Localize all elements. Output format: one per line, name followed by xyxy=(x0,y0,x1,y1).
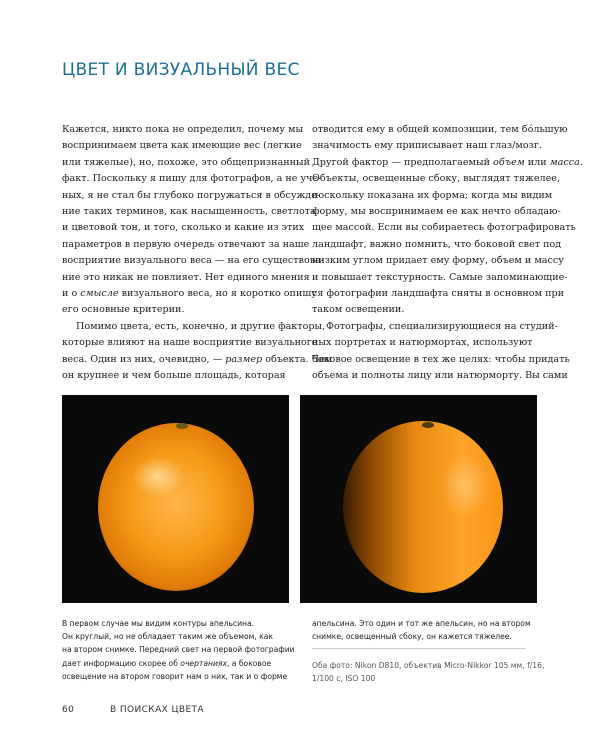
text-segment: и о xyxy=(62,288,81,300)
text-segment: веса. Один из них, очевидно, — xyxy=(62,353,226,365)
left-paragraph-2 xyxy=(62,319,333,385)
emphasis-text: очертаниях xyxy=(180,658,227,668)
left-column xyxy=(62,122,333,385)
right-column xyxy=(312,122,583,385)
orange-shape xyxy=(98,423,254,591)
caption-right xyxy=(312,617,537,643)
text-line: он крупнее и чем больше площадь, которая xyxy=(62,370,286,382)
orange-side-lit-image xyxy=(300,395,537,603)
text-line: ных портретах и натюрмортах, используют xyxy=(312,337,533,349)
text-line: таком освещении. xyxy=(312,304,405,316)
emphasis-text: объем xyxy=(493,156,525,168)
caption-line xyxy=(62,657,294,670)
caption-line: снимке, освещенный сбоку, он кажется тяжелее. xyxy=(312,632,512,642)
caption-line: В первом случае мы видим контуры апельсина. xyxy=(62,619,255,628)
caption-divider xyxy=(312,648,526,649)
text-line xyxy=(62,352,333,368)
text-line: его основные критерии. xyxy=(62,304,185,316)
text-line xyxy=(62,286,317,302)
text-line: Кажется, никто пока не определил, почему мы xyxy=(62,124,304,135)
text-line: восприятие визуального веса — на его существова- xyxy=(62,255,325,267)
text-line: низким углом придает ему форму, объем и массу xyxy=(312,255,564,267)
orange-photo-front-lit xyxy=(62,395,289,603)
left-paragraph-1 xyxy=(62,122,325,319)
orange-photo-side-lit xyxy=(300,395,537,603)
text-line: боковое освещение в тех же целях: чтобы придать xyxy=(312,353,570,365)
text-segment: , а боковое xyxy=(226,658,272,668)
photo-credit xyxy=(312,659,545,685)
page-number: 60 xyxy=(62,705,75,715)
right-paragraph-1 xyxy=(312,122,583,319)
text-line: которые влияют на наше восприятие визуального xyxy=(62,337,318,349)
text-segment: объекта. Чем xyxy=(262,353,333,365)
text-segment: Другой фактор — предполагаемый xyxy=(312,156,494,168)
text-line: воспринимаем цвета как имеющие вес (легкие xyxy=(62,140,302,152)
text-line: ние таких терминов, как насыщенность, светлота xyxy=(62,206,316,218)
text-line: поскольку показана их форма; когда мы видим xyxy=(312,189,553,201)
text-segment: . xyxy=(579,156,583,168)
text-line: Помимо цвета, есть, конечно, и другие факторы, xyxy=(76,320,326,332)
text-line: Фотографы, специализирующиеся на студий- xyxy=(326,320,558,332)
text-line xyxy=(312,155,583,171)
emphasis-text: размер xyxy=(225,353,263,365)
running-footer-section: В ПОИСКАХ ЦВЕТА xyxy=(110,705,204,715)
text-line: параметров в первую очередь отвечают за наше xyxy=(62,238,310,250)
credit-line: 1/100 с, ISO 100 xyxy=(312,674,376,684)
caption-line: Он круглый, но не обладает таким же объемом, как xyxy=(62,632,273,642)
text-line: ландшафт, важно помнить, что боковой свет под xyxy=(312,238,562,250)
text-segment: визуального веса, но я коротко опишу xyxy=(118,288,317,300)
right-paragraph-2 xyxy=(312,319,570,385)
text-line: значимость ему приписывает наш глаз/мозг. xyxy=(312,140,542,152)
text-line: факт. Поскольку я пишу для фотографов, а не уче- xyxy=(62,173,322,185)
text-segment: дает информацию скорее об xyxy=(62,658,181,668)
orange-front-lit-image xyxy=(62,395,289,603)
caption-line: апельсина. Это один и тот же апельсин, но на втором xyxy=(312,619,531,628)
text-line: объема и полноты лицу или натюрморту. Вы сами xyxy=(312,370,568,382)
text-segment: или xyxy=(524,156,550,168)
emphasis-text: смысле xyxy=(80,288,119,300)
caption-line: освещение на втором говорит нам о них, так и о форме xyxy=(62,671,288,681)
page-heading: ЦВЕТ И ВИЗУАЛЬНЫЙ ВЕС xyxy=(62,60,300,80)
text-line: форму, мы воспринимаем ее как нечто обладаю- xyxy=(312,206,561,218)
text-line: ных, я не стал бы глубоко погружаться в обсужде- xyxy=(62,189,321,201)
text-line: щее массой. Если вы собираетесь фотографировать xyxy=(312,222,576,234)
text-line: отводится ему в общей композиции, тем бо́льшую xyxy=(312,124,568,135)
text-line: ся фотографии ландшафта сняты в основном при xyxy=(312,288,565,300)
text-line: ние это никак не повлияет. Нет единого мнения xyxy=(62,271,310,283)
text-line: Объекты, освещенные сбоку, выглядят тяжелее, xyxy=(312,173,560,185)
credit-line: Оба фото: Nikon D810, объектив Micro-Nikkor 105 мм, f/16, xyxy=(312,661,545,670)
caption-left xyxy=(62,617,294,683)
text-line: и повышает текстурность. Самые запоминающие- xyxy=(312,271,568,283)
emphasis-text: масса xyxy=(549,156,580,168)
text-line: или тяжелые), но, похоже, это общепризнанный xyxy=(62,156,311,168)
text-line: и цветовой тон, и того, сколько и какие из этих xyxy=(62,222,305,234)
caption-line: на втором снимке. Передний свет на первой фотографии xyxy=(62,645,295,655)
